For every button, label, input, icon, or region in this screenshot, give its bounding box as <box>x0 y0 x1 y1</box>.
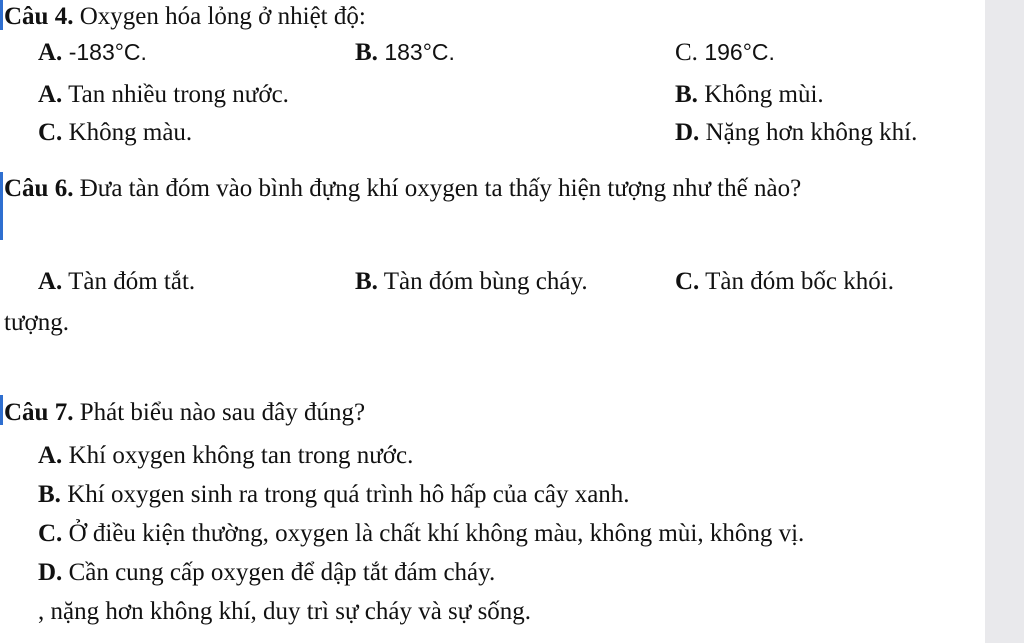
left-margin-mark <box>0 172 3 240</box>
option-text: Cần cung cấp oxygen để dập tắt đám cháy. <box>62 559 496 586</box>
q4-option-a2 <box>38 80 289 110</box>
option-letter: C. <box>38 119 63 146</box>
q6-option-a <box>38 267 195 297</box>
option-text: Không mùi. <box>697 81 824 108</box>
question-6-label: Câu 6. <box>4 175 74 202</box>
left-margin-mark <box>0 0 3 30</box>
q6-fragment: tượng. <box>4 309 69 336</box>
option-letter: A. <box>38 268 63 295</box>
option-letter: A. <box>38 39 63 66</box>
option-text: -183°C. <box>62 39 147 65</box>
option-text: Tàn đóm bùng cháy. <box>377 268 588 295</box>
option-text: Khí oxygen không tan trong nước. <box>62 442 414 469</box>
option-letter: C. <box>38 520 63 547</box>
option-text: Tan nhiều trong nước. <box>62 81 289 108</box>
option-letter: B. <box>355 39 378 66</box>
option-text: Khí oxygen sinh ra trong quá trình hô hấp của cây xanh. <box>60 481 630 508</box>
q4-option-d3 <box>675 118 917 148</box>
option-letter: B. <box>38 481 61 508</box>
option-text: 196°C. <box>697 39 775 65</box>
q7-fragment: , nặng hơn không khí, duy trì sự cháy và sự sống. <box>38 598 532 625</box>
option-letter: B. <box>675 81 698 108</box>
q4-option-a1 <box>38 37 147 68</box>
right-margin-strip <box>985 0 1024 643</box>
option-letter: C. <box>675 39 698 66</box>
option-letter: A. <box>38 442 63 469</box>
q6-option-c <box>675 267 894 297</box>
question-4-text: Oxygen hóa lỏng ở nhiệt độ: <box>73 3 366 30</box>
option-text: Không màu. <box>62 119 193 146</box>
q7-option-a <box>38 441 413 471</box>
q7-option-b <box>38 480 630 510</box>
option-text: Tàn đóm bốc khói. <box>699 268 894 295</box>
option-letter: D. <box>38 559 63 586</box>
q4-option-c3 <box>38 118 192 148</box>
option-text: Nặng hơn không khí. <box>699 119 918 146</box>
question-4 <box>4 2 366 32</box>
q7-option-d <box>38 558 495 588</box>
option-letter: D. <box>675 119 700 146</box>
q4-option-b2 <box>675 80 824 110</box>
question-7-text: Phát biểu nào sau đây đúng? <box>73 399 366 426</box>
left-margin-mark <box>0 395 3 425</box>
option-letter: C. <box>675 268 700 295</box>
q4-option-c1 <box>675 37 775 68</box>
option-letter: A. <box>38 81 63 108</box>
q6-option-b <box>355 267 588 297</box>
question-7 <box>4 398 365 428</box>
q7-option-c <box>38 519 804 549</box>
option-text: Tàn đóm tắt. <box>62 268 196 295</box>
question-6 <box>4 174 801 204</box>
option-text: Ở điều kiện thường, oxygen là chất khí không màu, không mùi, không vị. <box>62 520 805 547</box>
question-7-label: Câu 7. <box>4 399 74 426</box>
question-4-label: Câu 4. <box>4 3 74 30</box>
option-text: 183°C. <box>377 39 455 65</box>
option-letter: B. <box>355 268 378 295</box>
q4-option-b1 <box>355 37 455 68</box>
question-6-text: Đưa tàn đóm vào bình đựng khí oxygen ta thấy hiện tượng như thế nào? <box>73 175 802 202</box>
